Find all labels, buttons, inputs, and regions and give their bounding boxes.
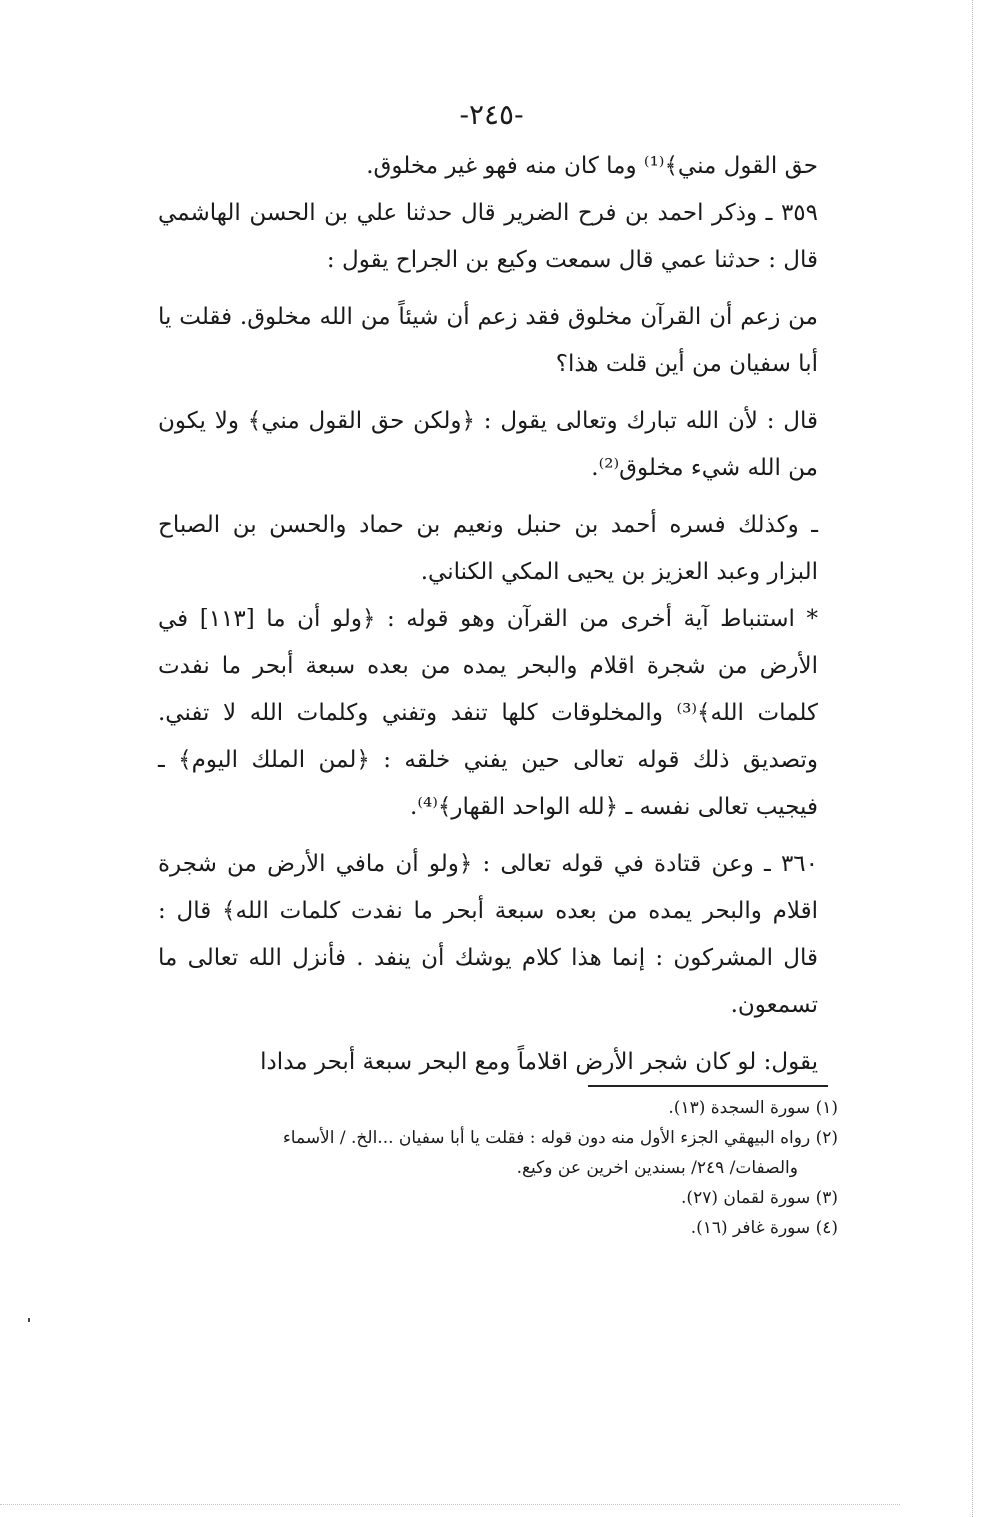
paragraph-7: ٣٦٠ ـ وعن قتادة في قوله تعالى : ﴿ولو أن مافي الأرض من شجرة اقلام والبحر يمده من بعده سبعة أبحر ما نفدت كلمات الله﴾ قال : قال المشركون : إنما هذا كلام يوشك أن ينفد . فأنزل الله تعالى ما تسمعون. (158, 851, 818, 1018)
paragraph-4: قال : لأن الله تبارك وتعالى يقول : ﴿ولكن حق القول مني﴾ ولا يكون من الله شيء مخلوق⁽²⁾. (158, 408, 818, 481)
page-number: -٢٤٥- (459, 98, 524, 131)
stray-ink-mark (28, 1318, 30, 1322)
paragraph-5: ـ وكذلك فسره أحمد بن حنبل ونعيم بن حماد والحسن بن الصباح البزار وعبد العزيز بن يحيى المكي الكناني. (158, 512, 818, 585)
footnote-separator (588, 1085, 828, 1087)
paragraph-3: من زعم أن القرآن مخلوق فقد زعم أن شيئاً من الله مخلوق. فقلت يا أبا سفيان من أين قلت هذا؟ (158, 304, 818, 377)
page-edge-rule (972, 0, 973, 1517)
paragraph-1: حق القول مني﴾⁽¹⁾ وما كان منه فهو غير مخلوق. (366, 153, 818, 179)
footnote-3: (٣) سورة لقمان (٢٧). (681, 1188, 838, 1208)
paragraph-8: يقول: لو كان شجر الأرض اقلاماً ومع البحر سبعة أبحر مدادا (260, 1049, 818, 1075)
footnote-2: (٢) رواه البيهقي الجزء الأول منه دون قوله : فقلت يا أبا سفيان ...الخ. / الأسماء (282, 1128, 838, 1148)
footnote-4: (٤) سورة غافر (١٦). (690, 1218, 838, 1238)
page-bottom-rule (0, 1504, 900, 1505)
paragraph-2: ٣٥٩ ـ وذكر احمد بن فرح الضرير قال حدثنا علي بن الحسن الهاشمي قال : حدثنا عمي قال سمعت وكيع بن الجراح يقول : (158, 200, 818, 273)
footnote-2-continued: والصفات/ ٢٤٩/ بسندين اخرين عن وكيع. (516, 1158, 798, 1178)
footnote-1: (١) سورة السجدة (١٣). (668, 1098, 838, 1118)
footnotes (158, 1093, 838, 1243)
paragraph-6: * استنباط آية أخرى من القرآن وهو قوله : ﴿ولو أن ما [١١٣] في الأرض من شجرة اقلام والبحر يمده من بعده سبعة أبحر ما نفدت كلمات الله﴾⁽³⁾ والمخلوقات كلها تنفد وتفني وكلمات الله لا تفني. وتصديق ذلك قوله تعالى حين يفني خلقه : ﴿لمن الملك اليوم﴾ ـ فيجيب تعالى نفسه ـ ﴿لله الواحد القهار﴾⁽⁴⁾. (158, 606, 818, 820)
main-text (158, 143, 818, 1086)
